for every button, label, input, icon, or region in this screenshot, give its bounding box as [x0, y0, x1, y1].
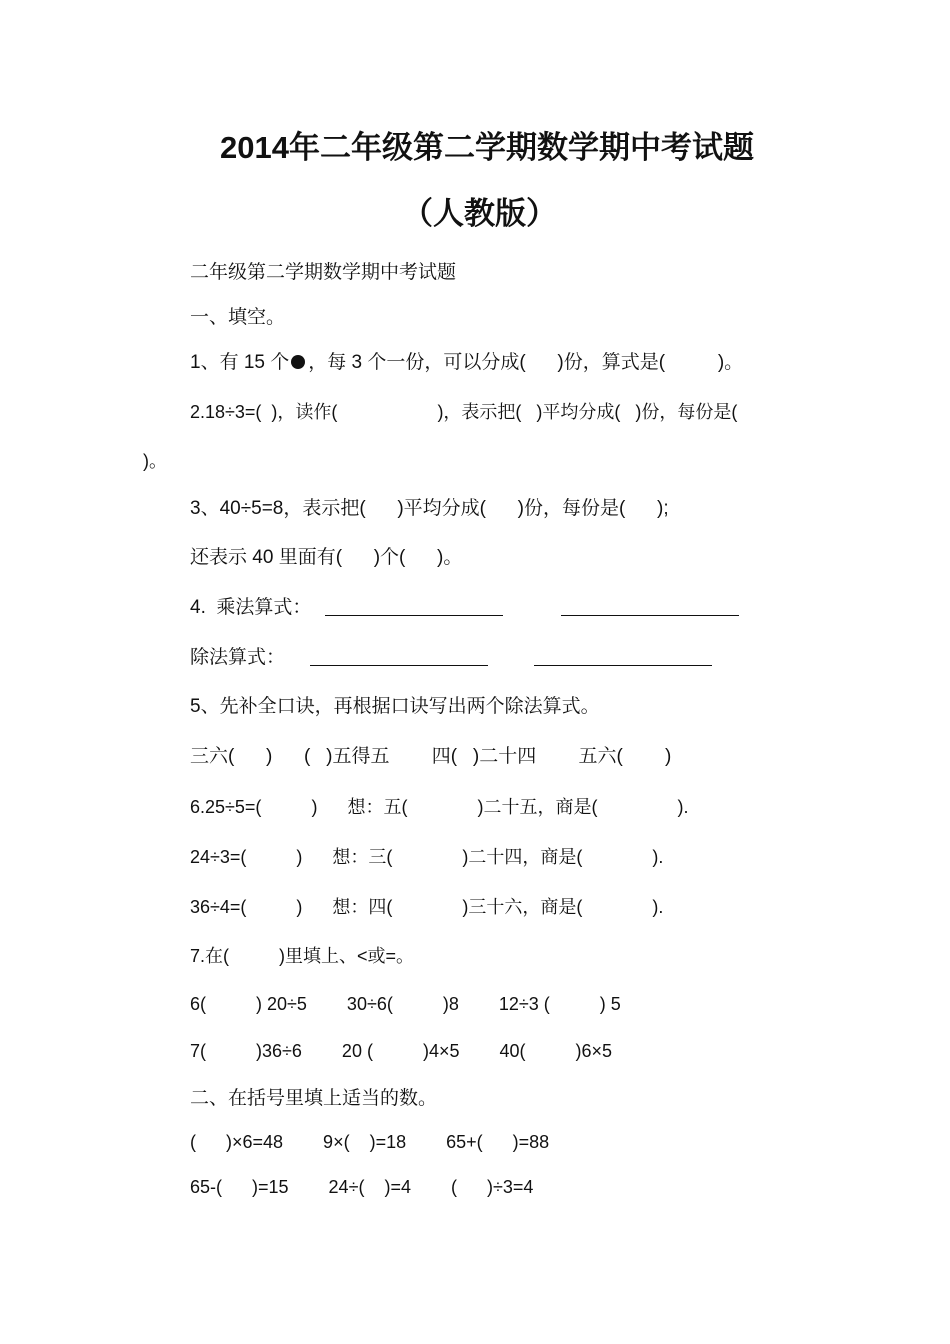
question-7: 7.在( )里填上、<或=。 [190, 946, 415, 966]
heading-line: 二年级第二学期数学期中考试题 [190, 262, 457, 283]
document-subtitle: （人教版） [402, 196, 557, 231]
question-4-multiplication [190, 596, 739, 620]
question-7-row-1: 6( ) 20÷5 30÷6( )8 12÷3 ( ) 5 [190, 994, 621, 1014]
question-1-part-b: ，每 3 个一份，可以分成( )份，算式是( )。 [308, 352, 744, 373]
multiplication-label: 4. 乘法算式： [190, 597, 312, 618]
answer-blank[interactable] [310, 647, 488, 666]
question-5: 5、先补全口诀，再根据口诀写出两个除法算式。 [190, 696, 600, 717]
section-2-row-2: 65-( )=15 24÷( )=4 ( )÷3=4 [190, 1177, 534, 1197]
question-5-row: 三六( ) ( )五得五 四( )二十四 五六( ) [190, 746, 672, 767]
filled-circle-icon [291, 355, 305, 369]
question-6-c: 36÷4=( ) 想：四( )三十六，商是( ). [190, 897, 664, 917]
answer-blank[interactable] [534, 647, 712, 666]
answer-blank[interactable] [325, 597, 503, 616]
question-2: 2.18÷3=( )，读作( )，表示把( )平均分成( )份，每份是( [190, 402, 738, 422]
question-1-part-a: 1、有 15 个 [190, 352, 290, 373]
section-2-row-1: ( )×6=48 9×( )=18 65+( )=88 [190, 1132, 550, 1152]
section-2-title: 二、在括号里填上适当的数。 [190, 1088, 438, 1109]
question-2-continuation: )。 [143, 451, 167, 471]
question-1 [190, 351, 743, 375]
answer-blank[interactable] [561, 597, 739, 616]
question-3-continuation: 还表示 40 里面有( )个( )。 [190, 547, 463, 568]
division-label: 除法算式： [190, 647, 286, 668]
question-6-b: 24÷3=( ) 想：三( )二十四，商是( ). [190, 847, 664, 867]
question-6-a: 6.25÷5=( ) 想：五( )二十五，商是( ). [190, 797, 689, 817]
document-title: 2014年二年级第二学期数学期中考试题 [220, 130, 754, 165]
question-4-division [190, 646, 712, 670]
question-7-row-2: 7( )36÷6 20 ( )4×5 40( )6×5 [190, 1041, 613, 1061]
section-1-title: 一、填空。 [190, 307, 286, 328]
question-3: 3、40÷5=8，表示把( )平均分成( )份，每份是( ); [190, 498, 669, 519]
